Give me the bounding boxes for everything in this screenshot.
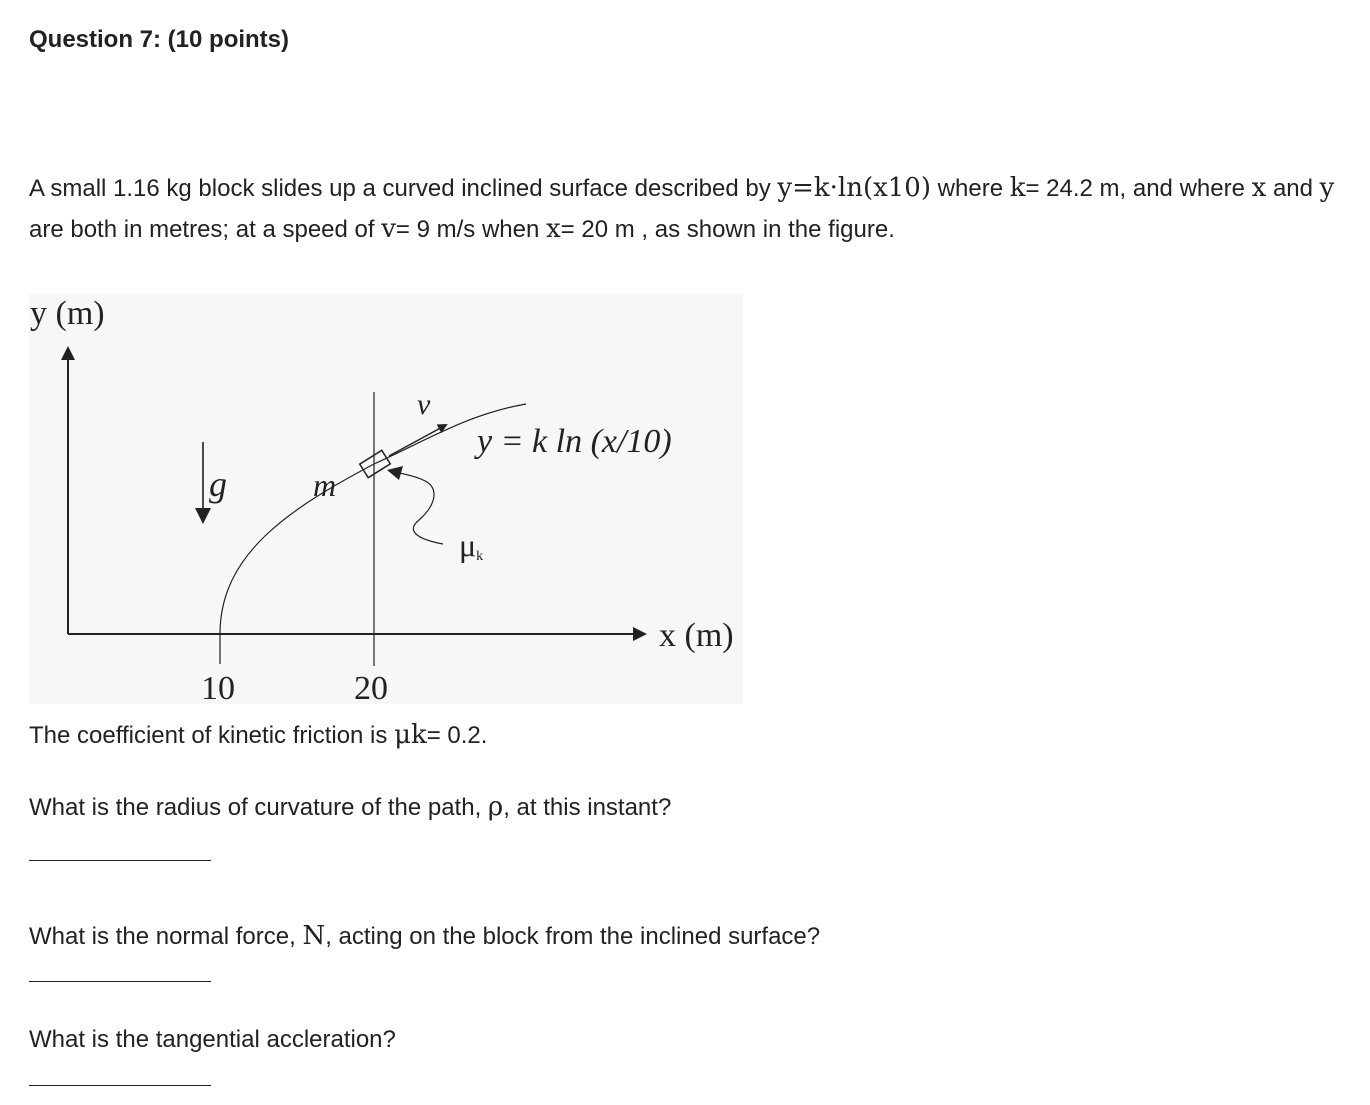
x-symbol: x xyxy=(1251,173,1267,203)
question-radius xyxy=(29,792,671,822)
friction-text-2: = 0.2. xyxy=(426,722,488,749)
answer-blank-radius[interactable] xyxy=(29,860,211,861)
x-symbol-2: x xyxy=(546,214,561,244)
question-title: Question 7: (10 points) xyxy=(29,26,290,53)
v-symbol: v xyxy=(381,214,396,244)
problem-statement xyxy=(29,168,1349,250)
velocity-label: v xyxy=(417,388,431,421)
velocity-arrow xyxy=(389,425,446,456)
friction-sub: k xyxy=(476,549,484,564)
intro-text-5: are both in metres; at a speed of xyxy=(29,216,382,243)
friction-label xyxy=(459,527,483,564)
curve-equation-label: y = k ln (x/10) xyxy=(477,423,672,460)
friction-text-1: The coefficient of kinetic friction is xyxy=(29,722,395,749)
intro-text-1: A small 1.16 kg block slides up a curved inclined surface described by xyxy=(29,175,778,202)
radius-text-2: , at this instant? xyxy=(503,794,672,821)
tick-20-label: 20 xyxy=(354,670,388,704)
radius-text-1: What is the radius of curvature of the path, xyxy=(29,794,488,821)
mass-label: m xyxy=(313,467,337,503)
intro-text-6: = 9 m/s when xyxy=(395,216,546,243)
intro-text-3: = 24.2 m, and where xyxy=(1025,175,1252,202)
friction-mu: μ xyxy=(459,527,477,563)
tick-10-label: 10 xyxy=(201,670,235,704)
y-axis-arrow-icon xyxy=(61,346,75,360)
intro-text-4: and xyxy=(1266,175,1320,202)
mu-k-symbol: μk xyxy=(394,720,427,750)
normal-text-1: What is the normal force, xyxy=(29,923,303,950)
normal-text-2: , acting on the block from the inclined surface? xyxy=(325,923,821,950)
rho-symbol: ρ xyxy=(487,792,504,822)
figure-canvas xyxy=(29,294,743,704)
question-tangential-acceleration: What is the tangential accleration? xyxy=(29,1026,396,1053)
y-axis-label: y (m) xyxy=(30,295,105,332)
answer-blank-tangential-acceleration[interactable] xyxy=(29,1085,211,1086)
curve-equation: y=k·ln(x10) xyxy=(777,173,931,203)
y-symbol: y xyxy=(1319,173,1335,203)
intro-text-7: = 20 m , as shown in the figure. xyxy=(560,216,895,243)
friction-arrow-icon xyxy=(387,466,403,480)
friction-squiggle xyxy=(395,472,443,544)
intro-text-2: where xyxy=(931,175,1010,202)
x-axis-arrow-icon xyxy=(633,627,647,641)
x-axis-label: x (m) xyxy=(659,617,734,654)
k-symbol: k xyxy=(1009,173,1026,203)
answer-blank-normal-force[interactable] xyxy=(29,981,211,982)
gravity-arrow-icon xyxy=(195,508,211,524)
incline-figure xyxy=(29,294,743,704)
n-symbol: N xyxy=(302,921,326,951)
question-normal-force xyxy=(29,921,820,951)
friction-coefficient-text xyxy=(29,720,487,750)
gravity-label: g xyxy=(209,464,227,504)
